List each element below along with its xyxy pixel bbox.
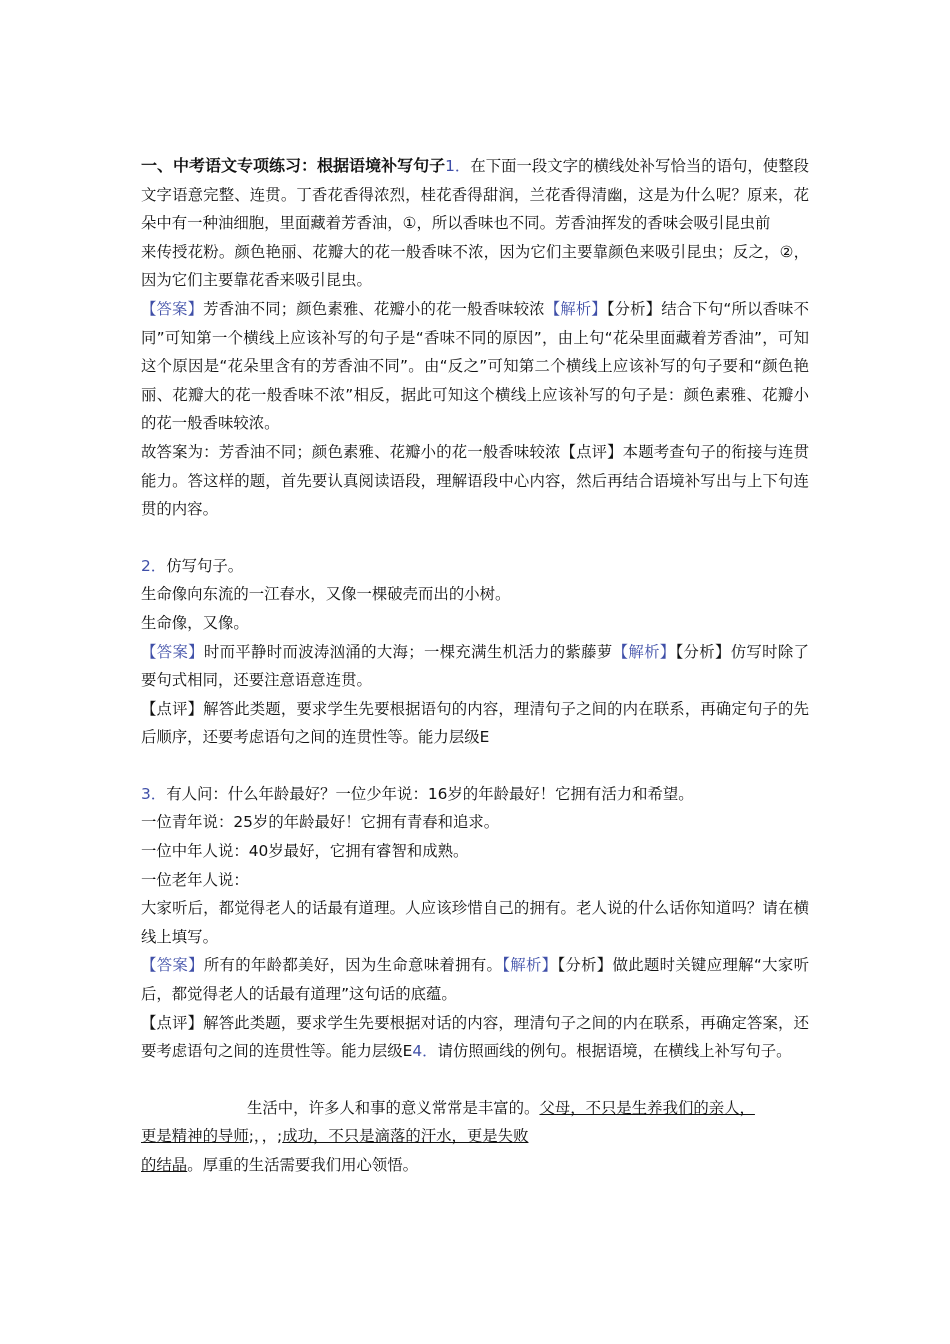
fill-sentence: 生命像，又像。 [141,613,249,632]
question-2 [141,552,809,581]
conclusion-text: 故答案为：芳香油不同；颜色素雅、花瓣小的花一般香味较浓【点评】本题考查句子的衔接与连贯能力。答这样的题，首先要认真阅读语段，理解语段中心内容，然后再结合语境补写出与上下句连贯的内容。 [141,442,809,519]
analysis-tag: 【解析】 [544,299,607,318]
dialogue-line: 一位老年人说： [141,870,249,889]
example-sentence: 生命像向东流的一江春水，又像一棵破壳而出的小树。 [141,585,511,604]
passage-text: 生活中，许多人和事的意义常常是丰富的。 [247,1098,540,1117]
analysis-tag: 【解析】 [502,956,558,975]
question-number: 3． [141,784,167,803]
comment-body: 【点评】解答此类题，要求学生先要根据对话的内容，理清句子之间的内在联系，再确定答案，还要考虑语句之间的连贯性等。能力层级E [141,1013,809,1061]
dialogue-line: 一位青年说：25岁的年龄最好！它拥有青春和追求。 [141,813,500,832]
question-text: 在下面一段文字的横线处补写恰当的语句，使整段文字语意完整、连贯。丁香花香得浓烈，桂花香得甜润，兰花香得清幽，这是为什么呢？原来，花朵中有一种油细胞，里面藏着芳香油，①，所以香味也不同。芳香油挥发的香味会吸引昆虫前 [141,157,809,233]
underlined-example: 父母，不只是生养我们的亲人， [539,1098,755,1117]
document-body [141,152,809,1180]
question-number: 4． [412,1042,438,1061]
answer-text: 芳香油不同；颜色素雅、花瓣小的花一般香味较浓 [203,299,545,318]
underlined-answer: 成功，不只是滴落的汗水，更是失败 [282,1127,529,1146]
analysis-tag: 【解析】 [612,642,676,661]
answer-text: 时而平静时而波涛汹涌的大海；一棵充满生机活力的紫藤萝 [203,642,613,661]
analysis-text: 【分析】结合下句“所以香味不同”可知第一个横线上应该补写的句子是“香味不同的原因”，由上句“花朵里面藏着芳香油”，可知这个原因是“花朵里含有的芳香油不同”。由“反之”可知第二个横线上应该补写的句子要和“颜色艳丽、花瓣大的花一般香味不浓”相反，据此可知这个横线上应该补写的句子是：颜色素雅、花瓣小的花一般香味较浓。 [141,299,809,433]
answer-text: 所有的年龄都美好，因为生命意味着拥有。 [203,956,503,975]
question-1 [141,152,809,238]
passage-end [141,1151,809,1180]
spacer [141,1066,809,1094]
analysis-text: 【分析】仿写时除了要句式相同，还要注意语意连贯。 [141,642,809,690]
passage [141,1094,809,1123]
comment-text: 【点评】解答此类题，要求学生先要根据语句的内容，理清句子之间的内在联系，再确定句子的先后顺序，还要考虑语句之间的连贯性等。能力层级E [141,699,809,747]
question-3 [141,780,809,809]
underlined-answer: 的结晶 [141,1156,188,1174]
question-number: 2． [141,556,167,575]
spacer [141,752,809,780]
answer-tag: 【答案】 [141,642,204,661]
passage-text: 。厚重的生活需要我们用心领悟。 [187,1156,419,1174]
answer-block [141,638,809,695]
answer-block [141,951,809,1008]
passage-cont [141,1122,809,1151]
answer-tag: 【答案】 [141,299,204,318]
section-title: 一、中考语文专项练习：根据语境补写句子 [141,156,446,175]
underlined-example: 更是精神的导师 [141,1127,249,1146]
analysis-text: 【分析】做此题时关键应理解“大家听后，都觉得老人的话最有道理”这句话的底蕴。 [141,956,809,1004]
answer-block [141,295,809,438]
blank-marks: ;，，; [248,1127,283,1146]
dialogue-line: 一位中年人说：40岁最好，它拥有睿智和成熟。 [141,842,469,861]
question-prompt: 请仿照画线的例句。根据语境，在横线上补写句子。 [437,1042,792,1061]
question-text: 大家听后，都觉得老人的话最有道理。人应该珍惜自己的拥有。老人说的什么话你知道吗？请在横线上填写。 [141,899,809,946]
question-text-cont: 来传授花粉。颜色艳丽、花瓣大的花一般香味不浓，因为它们主要靠颜色来吸引昆虫；反之，②，因为它们主要靠花香来吸引昆虫。 [141,242,809,290]
comment-text [141,1009,809,1066]
answer-tag: 【答案】 [141,956,204,975]
question-number: 1． [445,157,471,175]
spacer [141,524,809,552]
question-prompt: 仿写句子。 [166,556,244,575]
question-text: 有人问：什么年龄最好？一位少年说：16岁的年龄最好！它拥有活力和希望。 [166,784,694,803]
